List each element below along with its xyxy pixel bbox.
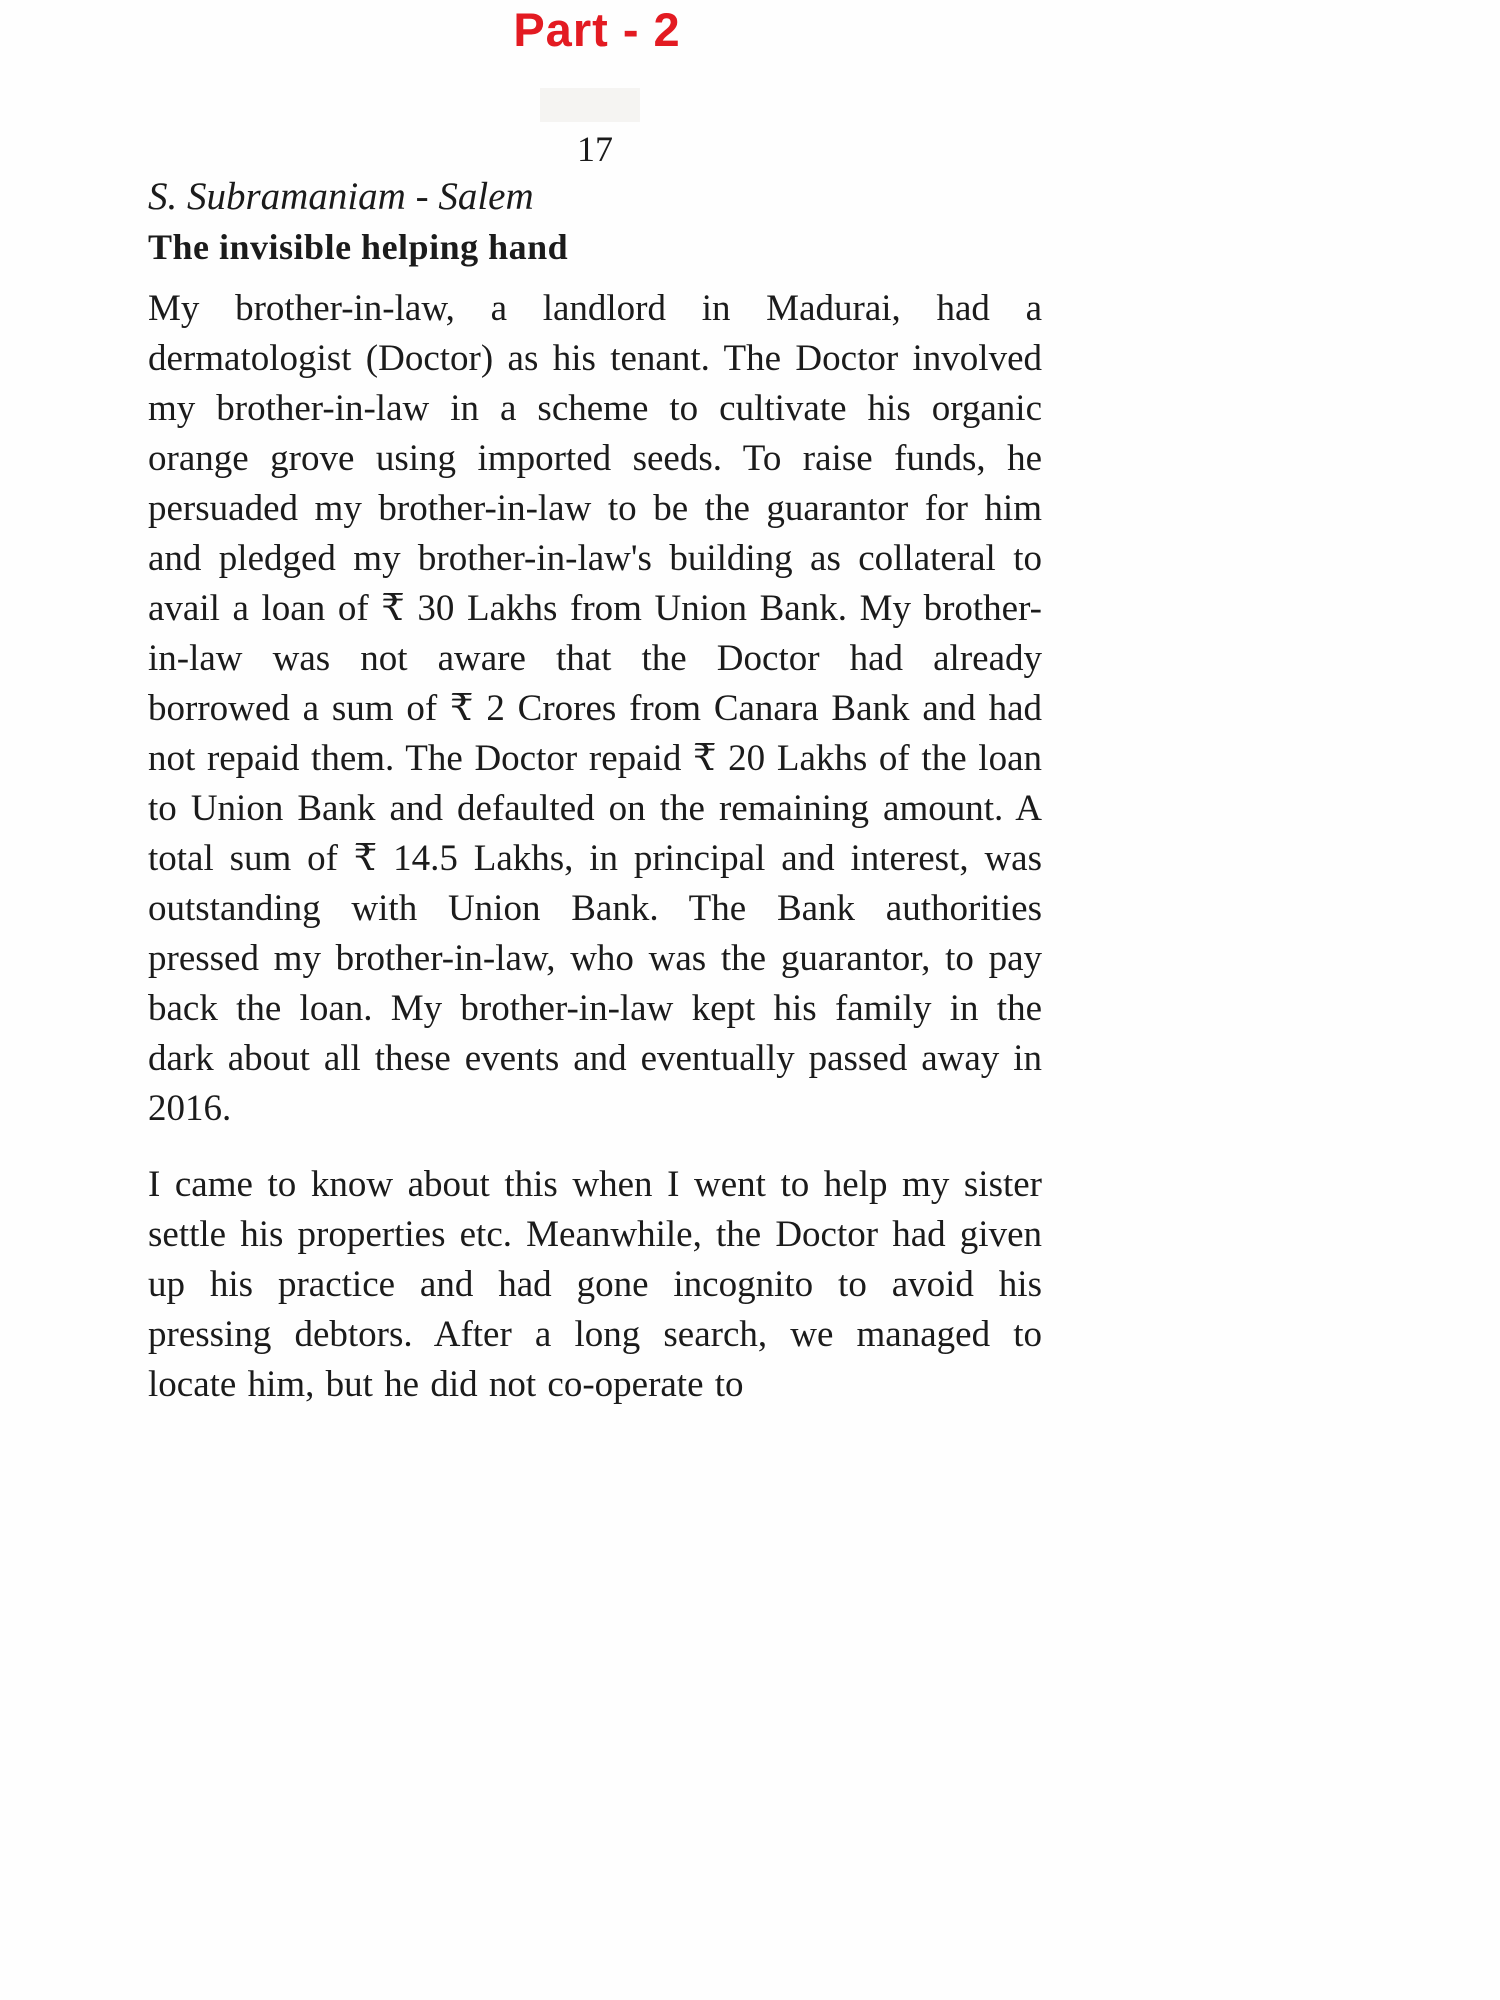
- scan-artifact: [540, 88, 640, 122]
- page-number: 17: [577, 129, 613, 169]
- paragraph: My brother-in-law, a landlord in Madurai, had a dermatologist (Doctor) as his tenant. The Doctor involved my brother-in-law in a scheme to cultivate his organic orange grove using imported seeds. To raise funds, he persuaded my brother-in-law to be the guarantor for him and pledged my brother-in-law's building as collateral to avail a loan of ₹ 30 Lakhs from Union Bank. My brother-in-law was not aware that the Doctor had already borrowed a sum of ₹ 2 Crores from Canara Bank and had not repaid them. The Doctor repaid ₹ 20 Lakhs of the loan to Union Bank and defaulted on the remaining amount. A total sum of ₹ 14.5 Lakhs, in principal and interest, was outstanding with Union Bank. The Bank authorities pressed my brother-in-law, who was the guarantor, to pay back the loan. My brother-in-law kept his family in the dark about all these events and eventually passed away in 2016.: [148, 288, 1042, 1129]
- paragraph: I came to know about this when I went to help my sister settle his properties etc. Meanwhile, the Doctor had given up his practice and had gone incognito to avoid his pressing debtors. After a long search, we managed to locate him, but he did not co-operate to: [148, 1164, 1042, 1405]
- body-text: [148, 284, 1042, 1436]
- story-title: The invisible helping hand: [148, 227, 569, 267]
- part-title: Part - 2: [513, 3, 681, 56]
- author-line: S. Subramaniam - Salem: [148, 175, 534, 218]
